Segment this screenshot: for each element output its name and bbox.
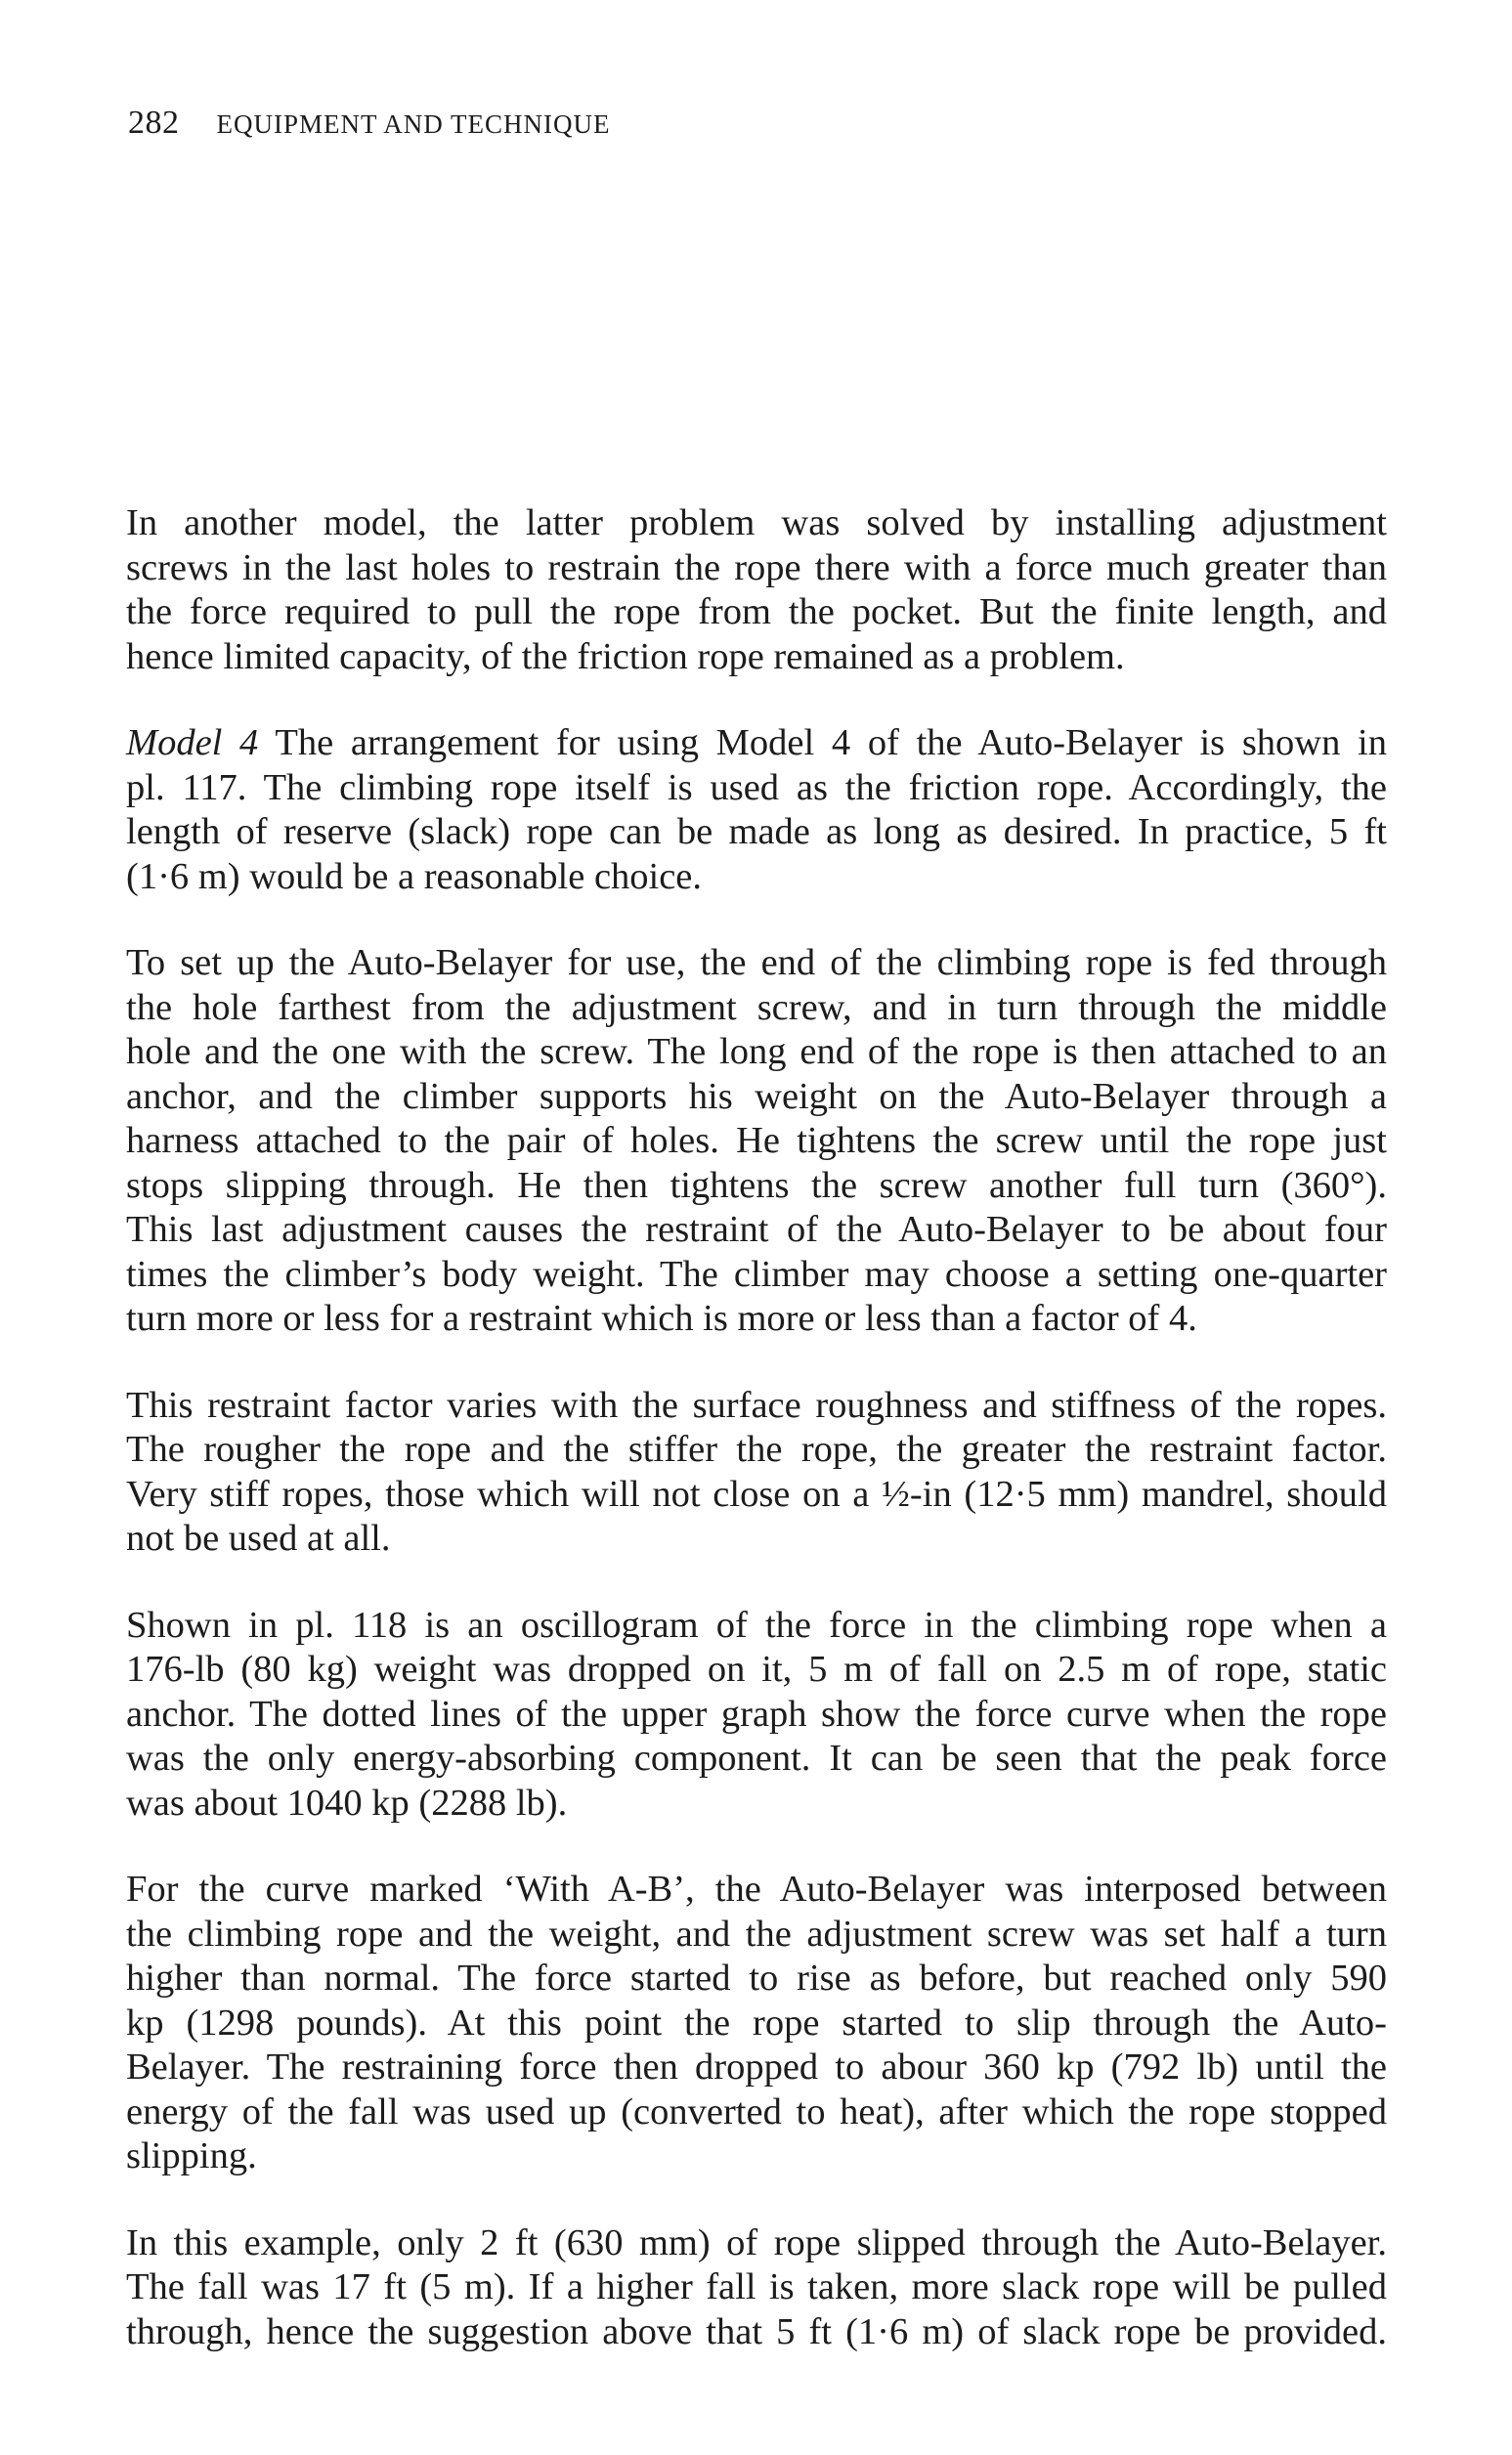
text-line: The rougher the rope and the stiffer the rope, the greater the restraint factor. bbox=[126, 1429, 1387, 1470]
text-line-rest: The arrangement for using Model 4 of the Auto-Belayer is shown in bbox=[258, 722, 1388, 763]
text-line: the hole farthest from the adjustment screw, and in turn through the middle bbox=[126, 986, 1387, 1028]
text-line: Very stiff ropes, those which will not close on a ½-in (12·5 mm) mandrel, should bbox=[126, 1473, 1387, 1515]
text-line: higher than normal. The force started to rise as before, but reached only 590 bbox=[126, 1958, 1387, 1999]
text-line: For the curve marked ‘With A-B’, the Auto-Belayer was interposed between bbox=[126, 1869, 1387, 1910]
text-line: times the climber’s body weight. The climber may choose a setting one-quarter bbox=[126, 1253, 1387, 1295]
text-line: Belayer. The restraining force then dropped to abour 360 kp (792 lb) until the bbox=[126, 2046, 1387, 2088]
text-line: The fall was 17 ft (5 m). If a higher fall is taken, more slack rope will be pulled bbox=[126, 2266, 1387, 2307]
paragraph-4 bbox=[126, 1384, 1387, 1562]
body-text bbox=[126, 501, 1387, 2396]
text-line: stops slipping through. He then tightens the screw another full turn (360°). bbox=[126, 1164, 1387, 1206]
text-line: was about 1040 kp (2288 lb). bbox=[126, 1782, 568, 1824]
paragraph-lead-heading: Model 4 bbox=[126, 722, 259, 763]
text-line: hole and the one with the screw. The long end of the rope is then attached to an bbox=[126, 1031, 1387, 1072]
paragraph-3 bbox=[126, 941, 1387, 1342]
paragraph-5 bbox=[126, 1604, 1387, 1827]
text-line: anchor, and the climber supports his weight on the Auto-Belayer through a bbox=[126, 1075, 1387, 1117]
text-line: In another model, the latter problem was solved by installing adjustment bbox=[126, 502, 1387, 543]
running-head bbox=[128, 104, 1399, 144]
text-line: energy of the fall was used up (converted to heat), after which the rope stopped bbox=[126, 2090, 1387, 2132]
text-line: not be used at all. bbox=[126, 1518, 391, 1559]
paragraph-7 bbox=[126, 2221, 1387, 2355]
text-line: the climbing rope and the weight, and the adjustment screw was set half a turn bbox=[126, 1913, 1387, 1955]
text-line: (1·6 m) would be a reasonable choice. bbox=[126, 855, 703, 897]
text-line: anchor. The dotted lines of the upper graph show the force curve when the rope bbox=[126, 1693, 1387, 1735]
text-line: In this example, only 2 ft (630 mm) of rope slipped through the Auto-Belayer. bbox=[126, 2221, 1387, 2263]
text-line: through, hence the suggestion above that 5 ft (1·6 m) of slack rope be provided. bbox=[126, 2310, 1387, 2352]
page-number: 282 bbox=[128, 105, 180, 141]
text-line: This last adjustment causes the restraint of the Auto-Belayer to be about four bbox=[126, 1209, 1387, 1250]
paragraph-2 bbox=[126, 721, 1387, 899]
paragraph-6 bbox=[126, 1868, 1387, 2179]
text-line: slipping. bbox=[126, 2135, 257, 2176]
text-line: screws in the last holes to restrain the rope there with a force much greater than bbox=[126, 546, 1387, 588]
text-line: the force required to pull the rope from the pocket. But the finite length, and bbox=[126, 591, 1387, 632]
text-line: pl. 117. The climbing rope itself is used as the friction rope. Accordingly, the bbox=[126, 766, 1387, 808]
text-line: harness attached to the pair of holes. He tightens the screw until the rope just bbox=[126, 1120, 1387, 1161]
text-line: length of reserve (slack) rope can be made as long as desired. In practice, 5 ft bbox=[126, 811, 1387, 852]
text-line: kp (1298 pounds). At this point the rope started to slip through the Auto- bbox=[126, 2002, 1387, 2044]
text-line: 176-lb (80 kg) weight was dropped on it, 5 m of fall on 2.5 m of rope, static bbox=[126, 1649, 1387, 1690]
text-line: turn more or less for a restraint which is more or less than a factor of 4. bbox=[126, 1298, 1197, 1339]
text-line: was the only energy-absorbing component. It can be seen that the peak force bbox=[126, 1738, 1387, 1779]
text-line: This restraint factor varies with the surface roughness and stiffness of the ropes. bbox=[126, 1384, 1387, 1426]
running-title: EQUIPMENT AND TECHNIQUE bbox=[216, 109, 611, 139]
paragraph-1 bbox=[126, 501, 1387, 679]
text-line bbox=[126, 721, 1387, 766]
text-line: hence limited capacity, of the friction rope remained as a problem. bbox=[126, 635, 1125, 677]
text-line: Shown in pl. 118 is an oscillogram of the force in the climbing rope when a bbox=[126, 1604, 1387, 1646]
text-line: To set up the Auto-Belayer for use, the end of the climbing rope is fed through bbox=[126, 942, 1387, 983]
